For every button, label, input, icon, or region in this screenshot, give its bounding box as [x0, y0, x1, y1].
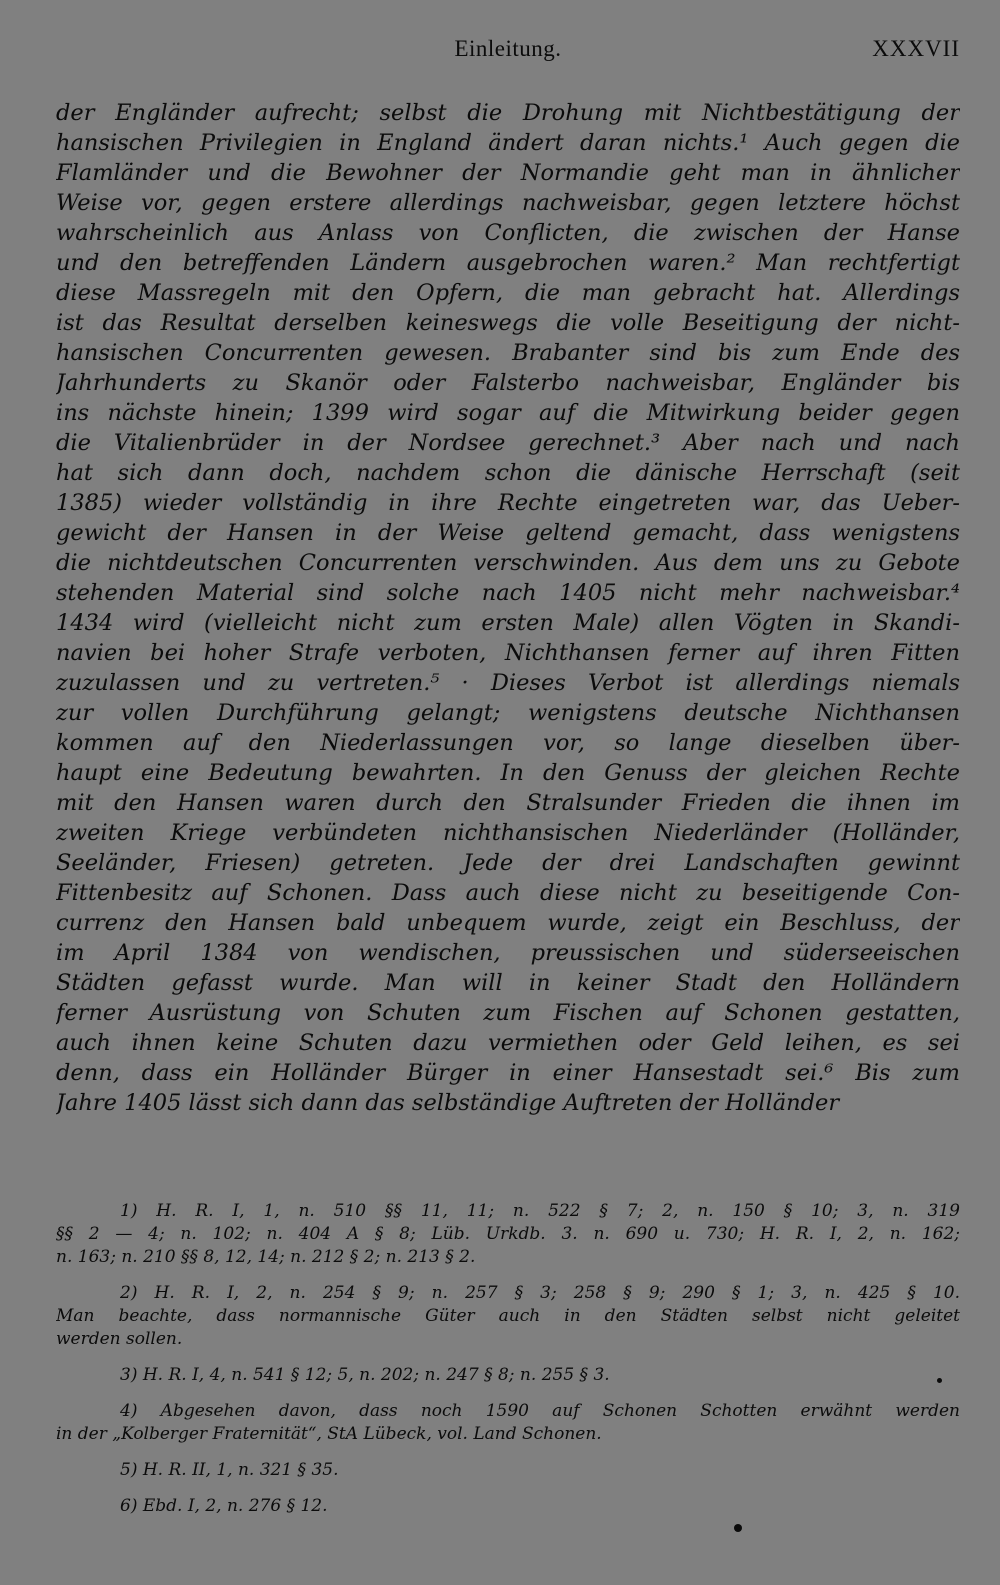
- stray-mark: [937, 1378, 942, 1383]
- text-line: hat sich dann doch, nachdem schon die dänische Herrschaft (seit: [56, 460, 960, 486]
- text-line: hansischen Concurrenten gewesen. Brabanter sind bis zum Ende des: [56, 340, 960, 366]
- text-line: denn, dass ein Holländer Bürger in einer Hansestadt sei.⁶ Bis zum: [56, 1060, 960, 1086]
- footnotes: [56, 1200, 960, 1518]
- text-line: Flamländer und die Bewohner der Normandie geht man in ähnlicher: [56, 160, 960, 186]
- footnote-line: Man beachte, dass normannische Güter auch in den Städten selbst nicht geleitet: [56, 1306, 960, 1326]
- running-header: [56, 36, 960, 70]
- footnote-gap: [56, 1351, 960, 1364]
- footnote: [56, 1200, 960, 1269]
- text-line: navien bei hoher Strafe verboten, Nichthansen ferner auf ihren Fitten: [56, 640, 960, 666]
- text-line: Jahrhunderts zu Skanör oder Falsterbo nachweisbar, Engländer bis: [56, 370, 960, 396]
- footnote-gap: [56, 1482, 960, 1495]
- footnote-line: 2) H. R. I, 2, n. 254 § 9; n. 257 § 3; 258 § 9; 290 § 1; 3, n. 425 § 10.: [120, 1283, 960, 1303]
- footnote: [56, 1459, 960, 1482]
- footnote-gap: [56, 1387, 960, 1400]
- text-line: zuzulassen und zu vertreten.⁵ · Dieses Verbot ist allerdings niemals: [56, 670, 960, 696]
- footnote: [56, 1282, 960, 1351]
- text-line: Jahre 1405 lässt sich dann das selbständige Auftreten der Holländer: [56, 1090, 840, 1116]
- text-line: stehenden Material sind solche nach 1405 nicht mehr nachweisbar.⁴: [56, 580, 960, 606]
- text-line: zur vollen Durchführung gelangt; wenigstens deutsche Nichthansen: [56, 700, 960, 726]
- stray-mark: [734, 1524, 742, 1532]
- text-line: diese Massregeln mit den Opfern, die man gebracht hat. Allerdings: [56, 280, 960, 306]
- text-line: der Engländer aufrecht; selbst die Drohung mit Nichtbestätigung der: [56, 100, 960, 126]
- text-line: 1385) wieder vollständig in ihre Rechte eingetreten war, das Ueber-: [56, 490, 960, 516]
- text-line: wahrscheinlich aus Anlass von Conflicten, die zwischen der Hanse: [56, 220, 960, 246]
- footnote-line: 1) H. R. I, 1, n. 510 §§ 11, 11; n. 522 § 7; 2, n. 150 § 10; 3, n. 319: [120, 1201, 960, 1221]
- text-line: mit den Hansen waren durch den Stralsunder Frieden die ihnen im: [56, 790, 960, 816]
- text-line: Fittenbesitz auf Schonen. Dass auch diese nicht zu beseitigende Con-: [56, 880, 960, 906]
- text-line: und den betreffenden Ländern ausgebrochen waren.² Man rechtfertigt: [56, 250, 960, 276]
- footnote-line: 5) H. R. II, 1, n. 321 § 35.: [120, 1460, 339, 1480]
- text-line: die nichtdeutschen Concurrenten verschwinden. Aus dem uns zu Gebote: [56, 550, 960, 576]
- text-line: gewicht der Hansen in der Weise geltend gemacht, dass wenigstens: [56, 520, 960, 546]
- footnote-line: n. 163; n. 210 §§ 8, 12, 14; n. 212 § 2; n. 213 § 2.: [56, 1247, 476, 1267]
- text-line: im April 1384 von wendischen, preussischen und süderseeischen: [56, 940, 960, 966]
- footnote-gap: [56, 1446, 960, 1459]
- text-line: 1434 wird (vielleicht nicht zum ersten Male) allen Vögten in Skandi-: [56, 610, 960, 636]
- footnote-line: in der „Kolberger Fraternität“, StA Lübeck, vol. Land Schonen.: [56, 1424, 602, 1444]
- page-number: XXXVII: [872, 36, 960, 61]
- text-line: ferner Ausrüstung von Schuten zum Fischen auf Schonen gestatten,: [56, 1000, 960, 1026]
- footnote: [56, 1495, 960, 1518]
- footnote-line: werden sollen.: [56, 1329, 183, 1349]
- text-line: auch ihnen keine Schuten dazu vermiethen oder Geld leihen, es sei: [56, 1030, 960, 1056]
- text-line: haupt eine Bedeutung bewahrten. In den Genuss der gleichen Rechte: [56, 760, 960, 786]
- footnote-line: 6) Ebd. I, 2, n. 276 § 12.: [120, 1496, 328, 1516]
- footnote: [56, 1364, 960, 1387]
- text-line: kommen auf den Niederlassungen vor, so lange dieselben über-: [56, 730, 960, 756]
- text-line: Städten gefasst wurde. Man will in keiner Stadt den Holländern: [56, 970, 960, 996]
- text-line: hansischen Privilegien in England ändert daran nichts.¹ Auch gegen die: [56, 130, 960, 156]
- text-line: Seeländer, Friesen) getreten. Jede der drei Landschaften gewinnt: [56, 850, 960, 876]
- text-line: currenz den Hansen bald unbequem wurde, zeigt ein Beschluss, der: [56, 910, 960, 936]
- footnote-line: 3) H. R. I, 4, n. 541 § 12; 5, n. 202; n. 247 § 8; n. 255 § 3.: [120, 1365, 610, 1385]
- text-line: ins nächste hinein; 1399 wird sogar auf die Mitwirkung beider gegen: [56, 400, 960, 426]
- main-text: [56, 98, 960, 1118]
- footnote-line: 4) Abgesehen davon, dass noch 1590 auf Schonen Schotten erwähnt werden: [120, 1401, 960, 1421]
- text-line: zweiten Kriege verbündeten nichthansischen Niederländer (Holländer,: [56, 820, 960, 846]
- text-line: die Vitalienbrüder in der Nordsee gerechnet.³ Aber nach und nach: [56, 430, 960, 456]
- footnote-gap: [56, 1269, 960, 1282]
- text-line: Weise vor, gegen erstere allerdings nachweisbar, gegen letztere höchst: [56, 190, 960, 216]
- running-title: Einleitung.: [454, 36, 562, 61]
- footnote-line: §§ 2 — 4; n. 102; n. 404 A § 8; Lüb. Urkdb. 3. n. 690 u. 730; H. R. I, 2, n. 162;: [56, 1224, 960, 1244]
- footnote: [56, 1400, 960, 1446]
- text-line: ist das Resultat derselben keineswegs die volle Beseitigung der nicht-: [56, 310, 960, 336]
